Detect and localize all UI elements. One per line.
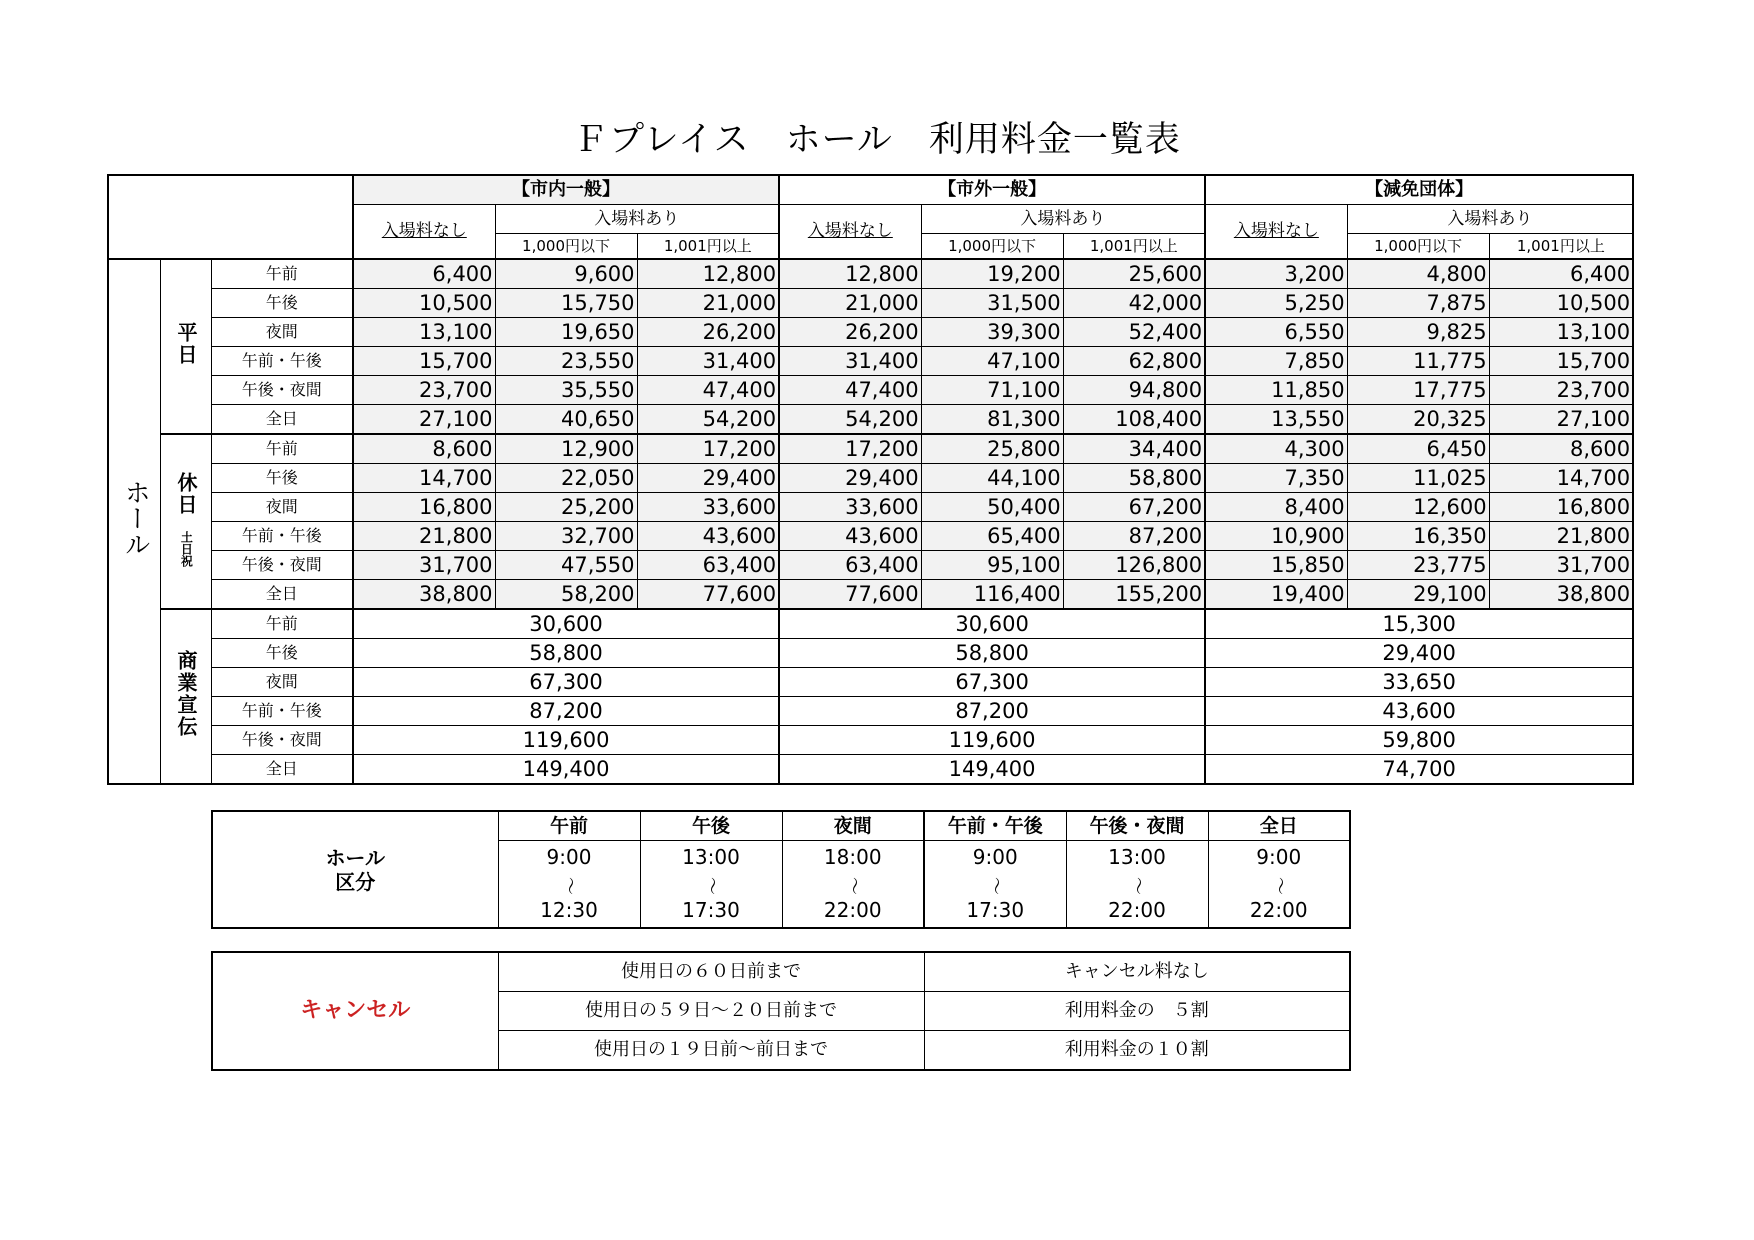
weekday-category-label: 平日 bbox=[174, 322, 198, 366]
fee-table bbox=[107, 174, 1634, 785]
fee-cell: 29,400 bbox=[637, 464, 779, 493]
slot-label: 午後 bbox=[211, 639, 353, 668]
fee-cell: 11,775 bbox=[1347, 347, 1489, 376]
weekday-category bbox=[160, 259, 211, 434]
fee-cell: 39,300 bbox=[921, 318, 1063, 347]
weekday-row bbox=[108, 318, 1633, 347]
holiday-note: 土日祝 bbox=[179, 530, 194, 567]
fee-cell: 15,750 bbox=[495, 289, 637, 318]
slot-label: 午後 bbox=[211, 289, 353, 318]
fee-cell: 6,400 bbox=[1489, 259, 1633, 289]
time-end: 17:30 bbox=[966, 898, 1025, 923]
hall-division-label bbox=[212, 811, 498, 928]
weekday-row bbox=[108, 259, 1633, 289]
fee-cell: 119,600 bbox=[779, 726, 1205, 755]
time-end: 22:00 bbox=[1249, 898, 1308, 923]
fee-cell: 71,100 bbox=[921, 376, 1063, 405]
cancel-fee: 利用料金の１０割 bbox=[924, 1031, 1350, 1071]
under-1000-header: 1,000円以下 bbox=[495, 234, 637, 260]
slot-label: 午前 bbox=[211, 434, 353, 464]
fee-cell: 7,875 bbox=[1347, 289, 1489, 318]
fee-cell: 25,800 bbox=[921, 434, 1063, 464]
time-end: 22:00 bbox=[823, 898, 882, 923]
with-fee-header: 入場料あり bbox=[1347, 205, 1633, 234]
fee-cell: 126,800 bbox=[1063, 551, 1205, 580]
fee-cell: 43,600 bbox=[779, 522, 921, 551]
fee-cell: 5,250 bbox=[1205, 289, 1347, 318]
time-separator: 〜 bbox=[1126, 876, 1148, 895]
group-header-city: 【市内一般】 bbox=[353, 175, 779, 205]
cancel-fee: 利用料金の ５割 bbox=[924, 992, 1350, 1031]
fee-cell: 33,600 bbox=[637, 493, 779, 522]
page-title: Ｆプレイス ホール 利用料金一覧表 bbox=[573, 120, 1181, 160]
commercial-category bbox=[160, 609, 211, 784]
time-start: 13:00 bbox=[682, 845, 740, 870]
time-end: 17:30 bbox=[682, 898, 740, 923]
fee-cell: 116,400 bbox=[921, 580, 1063, 610]
fee-cell: 29,400 bbox=[1205, 639, 1633, 668]
fee-cell: 4,800 bbox=[1347, 259, 1489, 289]
fee-cell: 25,200 bbox=[495, 493, 637, 522]
holiday-row bbox=[108, 551, 1633, 580]
fee-cell: 74,700 bbox=[1205, 755, 1633, 785]
fee-cell: 58,200 bbox=[495, 580, 637, 610]
fee-cell: 15,700 bbox=[353, 347, 495, 376]
fee-cell: 9,825 bbox=[1347, 318, 1489, 347]
holiday-category-label: 休日 bbox=[174, 471, 198, 516]
fee-cell: 13,100 bbox=[353, 318, 495, 347]
time-separator: 〜 bbox=[1268, 876, 1290, 895]
fee-cell: 15,300 bbox=[1205, 609, 1633, 639]
fee-cell: 32,700 bbox=[495, 522, 637, 551]
time-slot-header: 午後 bbox=[640, 811, 782, 841]
fee-cell: 26,200 bbox=[637, 318, 779, 347]
fee-cell: 77,600 bbox=[637, 580, 779, 610]
fee-cell: 33,650 bbox=[1205, 668, 1633, 697]
time-slot-header: 夜間 bbox=[782, 811, 924, 841]
fee-cell: 12,800 bbox=[637, 259, 779, 289]
time-end: 12:30 bbox=[540, 898, 598, 923]
slot-label: 午後・夜間 bbox=[211, 376, 353, 405]
fee-cell: 59,800 bbox=[1205, 726, 1633, 755]
fee-cell: 43,600 bbox=[1205, 697, 1633, 726]
fee-cell: 81,300 bbox=[921, 405, 1063, 435]
time-slot-table bbox=[211, 810, 1351, 929]
fee-cell: 40,650 bbox=[495, 405, 637, 435]
fee-cell: 26,200 bbox=[779, 318, 921, 347]
fee-cell: 11,025 bbox=[1347, 464, 1489, 493]
fee-cell: 15,700 bbox=[1489, 347, 1633, 376]
fee-cell: 8,400 bbox=[1205, 493, 1347, 522]
hall-division-line1: ホール bbox=[325, 845, 386, 870]
weekday-row bbox=[108, 376, 1633, 405]
fee-cell: 67,200 bbox=[1063, 493, 1205, 522]
fee-cell: 34,400 bbox=[1063, 434, 1205, 464]
fee-cell: 19,650 bbox=[495, 318, 637, 347]
commercial-row bbox=[108, 726, 1633, 755]
fee-cell: 63,400 bbox=[637, 551, 779, 580]
hall-label-text: ホール bbox=[120, 478, 151, 557]
slot-label: 全日 bbox=[211, 755, 353, 785]
slot-label: 午前・午後 bbox=[211, 697, 353, 726]
time-start: 9:00 bbox=[972, 845, 1018, 870]
time-slot-header: 午前・午後 bbox=[924, 811, 1066, 841]
fee-cell: 17,200 bbox=[637, 434, 779, 464]
fee-cell: 23,700 bbox=[1489, 376, 1633, 405]
fee-cell: 8,600 bbox=[353, 434, 495, 464]
fee-cell: 67,300 bbox=[779, 668, 1205, 697]
slot-label: 午前・午後 bbox=[211, 522, 353, 551]
fee-cell: 27,100 bbox=[1489, 405, 1633, 435]
fee-cell: 25,600 bbox=[1063, 259, 1205, 289]
fee-cell: 11,850 bbox=[1205, 376, 1347, 405]
cancel-label: キャンセル bbox=[212, 952, 498, 1070]
time-slot-range bbox=[498, 841, 640, 929]
fee-cell: 19,200 bbox=[921, 259, 1063, 289]
fee-cell: 35,550 bbox=[495, 376, 637, 405]
weekday-row bbox=[108, 347, 1633, 376]
time-slot-header: 午前 bbox=[498, 811, 640, 841]
fee-cell: 23,700 bbox=[353, 376, 495, 405]
fee-cell: 94,800 bbox=[1063, 376, 1205, 405]
fee-cell: 62,800 bbox=[1063, 347, 1205, 376]
fee-cell: 10,500 bbox=[353, 289, 495, 318]
time-slot-range bbox=[782, 841, 924, 929]
slot-label: 夜間 bbox=[211, 493, 353, 522]
fee-cell: 19,400 bbox=[1205, 580, 1347, 610]
fee-cell: 63,400 bbox=[779, 551, 921, 580]
hall-label bbox=[108, 259, 160, 784]
time-end: 22:00 bbox=[1108, 898, 1166, 923]
holiday-row bbox=[108, 522, 1633, 551]
cancel-fee: キャンセル料なし bbox=[924, 952, 1350, 992]
fee-cell: 6,400 bbox=[353, 259, 495, 289]
time-start: 13:00 bbox=[1108, 845, 1166, 870]
commercial-row bbox=[108, 755, 1633, 785]
fee-cell: 108,400 bbox=[1063, 405, 1205, 435]
time-separator: 〜 bbox=[842, 876, 864, 895]
slot-label: 夜間 bbox=[211, 318, 353, 347]
fee-cell: 29,400 bbox=[779, 464, 921, 493]
weekday-row bbox=[108, 289, 1633, 318]
fee-cell: 43,600 bbox=[637, 522, 779, 551]
fee-cell: 16,800 bbox=[1489, 493, 1633, 522]
fee-cell: 12,600 bbox=[1347, 493, 1489, 522]
slot-label: 午前 bbox=[211, 609, 353, 639]
fee-cell: 29,100 bbox=[1347, 580, 1489, 610]
time-start: 9:00 bbox=[1256, 845, 1302, 870]
fee-cell: 21,800 bbox=[353, 522, 495, 551]
slot-label: 夜間 bbox=[211, 668, 353, 697]
fee-cell: 31,700 bbox=[353, 551, 495, 580]
fee-cell: 16,800 bbox=[353, 493, 495, 522]
fee-cell: 22,050 bbox=[495, 464, 637, 493]
fee-cell: 65,400 bbox=[921, 522, 1063, 551]
holiday-row bbox=[108, 493, 1633, 522]
fee-cell: 87,200 bbox=[1063, 522, 1205, 551]
over-1001-header: 1,001円以上 bbox=[1063, 234, 1205, 260]
fee-cell: 6,550 bbox=[1205, 318, 1347, 347]
fee-cell: 87,200 bbox=[353, 697, 779, 726]
fee-cell: 149,400 bbox=[779, 755, 1205, 785]
fee-cell: 3,200 bbox=[1205, 259, 1347, 289]
time-slot-range bbox=[1208, 841, 1350, 929]
over-1001-header: 1,001円以上 bbox=[1489, 234, 1633, 260]
fee-cell: 33,600 bbox=[779, 493, 921, 522]
slot-label: 午前 bbox=[211, 259, 353, 289]
fee-cell: 38,800 bbox=[353, 580, 495, 610]
fee-cell: 31,400 bbox=[637, 347, 779, 376]
fee-cell: 16,350 bbox=[1347, 522, 1489, 551]
commercial-category-label: 商業宣伝 bbox=[174, 650, 198, 738]
fee-cell: 31,500 bbox=[921, 289, 1063, 318]
fee-cell: 149,400 bbox=[353, 755, 779, 785]
commercial-row bbox=[108, 697, 1633, 726]
time-separator: 〜 bbox=[558, 876, 580, 895]
weekday-row bbox=[108, 405, 1633, 435]
fee-cell: 38,800 bbox=[1489, 580, 1633, 610]
fee-cell: 7,850 bbox=[1205, 347, 1347, 376]
commercial-row bbox=[108, 609, 1633, 639]
fee-cell: 10,900 bbox=[1205, 522, 1347, 551]
fee-cell: 14,700 bbox=[1489, 464, 1633, 493]
fee-cell: 10,500 bbox=[1489, 289, 1633, 318]
time-slot-header: 午後・夜間 bbox=[1066, 811, 1208, 841]
fee-cell: 27,100 bbox=[353, 405, 495, 435]
no-fee-header: 入場料なし bbox=[1205, 205, 1347, 260]
fee-cell: 21,800 bbox=[1489, 522, 1633, 551]
fee-cell: 87,200 bbox=[779, 697, 1205, 726]
fee-cell: 54,200 bbox=[637, 405, 779, 435]
group-header-outside: 【市外一般】 bbox=[779, 175, 1205, 205]
commercial-row bbox=[108, 639, 1633, 668]
fee-cell: 42,000 bbox=[1063, 289, 1205, 318]
fee-cell: 47,400 bbox=[637, 376, 779, 405]
fee-cell: 6,450 bbox=[1347, 434, 1489, 464]
fee-cell: 54,200 bbox=[779, 405, 921, 435]
fee-cell: 4,300 bbox=[1205, 434, 1347, 464]
slot-label: 午後 bbox=[211, 464, 353, 493]
fee-cell: 12,800 bbox=[779, 259, 921, 289]
fee-cell: 58,800 bbox=[353, 639, 779, 668]
fee-cell: 15,850 bbox=[1205, 551, 1347, 580]
fee-cell: 44,100 bbox=[921, 464, 1063, 493]
fee-cell: 14,700 bbox=[353, 464, 495, 493]
fee-cell: 77,600 bbox=[779, 580, 921, 610]
fee-cell: 58,800 bbox=[1063, 464, 1205, 493]
fee-cell: 20,325 bbox=[1347, 405, 1489, 435]
slot-label: 午後・夜間 bbox=[211, 726, 353, 755]
under-1000-header: 1,000円以下 bbox=[921, 234, 1063, 260]
slot-label: 全日 bbox=[211, 405, 353, 435]
fee-cell: 7,350 bbox=[1205, 464, 1347, 493]
cancel-period: 使用日の１９日前〜前日まで bbox=[498, 1031, 924, 1071]
fee-cell: 47,550 bbox=[495, 551, 637, 580]
fee-cell: 17,200 bbox=[779, 434, 921, 464]
fee-cell: 52,400 bbox=[1063, 318, 1205, 347]
fee-cell: 58,800 bbox=[779, 639, 1205, 668]
cancel-period: 使用日の５９日〜２０日前まで bbox=[498, 992, 924, 1031]
holiday-row bbox=[108, 434, 1633, 464]
slot-label: 午前・午後 bbox=[211, 347, 353, 376]
commercial-row bbox=[108, 668, 1633, 697]
over-1001-header: 1,001円以上 bbox=[637, 234, 779, 260]
time-separator: 〜 bbox=[700, 876, 722, 895]
cancel-row bbox=[212, 952, 1350, 992]
group-header-reduced: 【減免団体】 bbox=[1205, 175, 1633, 205]
fee-cell: 50,400 bbox=[921, 493, 1063, 522]
fee-cell: 47,100 bbox=[921, 347, 1063, 376]
time-start: 9:00 bbox=[546, 845, 592, 870]
fee-cell: 31,700 bbox=[1489, 551, 1633, 580]
fee-cell: 30,600 bbox=[353, 609, 779, 639]
time-separator: 〜 bbox=[985, 876, 1007, 895]
fee-cell: 119,600 bbox=[353, 726, 779, 755]
fee-cell: 21,000 bbox=[779, 289, 921, 318]
corner-cell bbox=[108, 175, 353, 259]
with-fee-header: 入場料あり bbox=[921, 205, 1205, 234]
fee-cell: 67,300 bbox=[353, 668, 779, 697]
time-slot-range bbox=[1066, 841, 1208, 929]
fee-cell: 155,200 bbox=[1063, 580, 1205, 610]
holiday-category bbox=[160, 434, 211, 609]
fee-cell: 95,100 bbox=[921, 551, 1063, 580]
fee-cell: 21,000 bbox=[637, 289, 779, 318]
with-fee-header: 入場料あり bbox=[495, 205, 779, 234]
fee-cell: 8,600 bbox=[1489, 434, 1633, 464]
cancel-table bbox=[211, 951, 1351, 1071]
fee-cell: 17,775 bbox=[1347, 376, 1489, 405]
no-fee-header: 入場料なし bbox=[353, 205, 495, 260]
hall-division-line2: 区分 bbox=[335, 869, 376, 894]
time-slot-header: 全日 bbox=[1208, 811, 1350, 841]
cancel-period: 使用日の６０日前まで bbox=[498, 952, 924, 992]
slot-label: 全日 bbox=[211, 580, 353, 610]
fee-cell: 23,550 bbox=[495, 347, 637, 376]
under-1000-header: 1,000円以下 bbox=[1347, 234, 1489, 260]
time-start: 18:00 bbox=[823, 845, 882, 870]
no-fee-header: 入場料なし bbox=[779, 205, 921, 260]
fee-cell: 23,775 bbox=[1347, 551, 1489, 580]
fee-cell: 12,900 bbox=[495, 434, 637, 464]
time-slot-range bbox=[924, 841, 1066, 929]
time-slot-range bbox=[640, 841, 782, 929]
holiday-row bbox=[108, 464, 1633, 493]
fee-cell: 9,600 bbox=[495, 259, 637, 289]
fee-cell: 13,100 bbox=[1489, 318, 1633, 347]
fee-cell: 13,550 bbox=[1205, 405, 1347, 435]
fee-cell: 30,600 bbox=[779, 609, 1205, 639]
fee-cell: 47,400 bbox=[779, 376, 921, 405]
slot-label: 午後・夜間 bbox=[211, 551, 353, 580]
holiday-row bbox=[108, 580, 1633, 610]
fee-cell: 31,400 bbox=[779, 347, 921, 376]
